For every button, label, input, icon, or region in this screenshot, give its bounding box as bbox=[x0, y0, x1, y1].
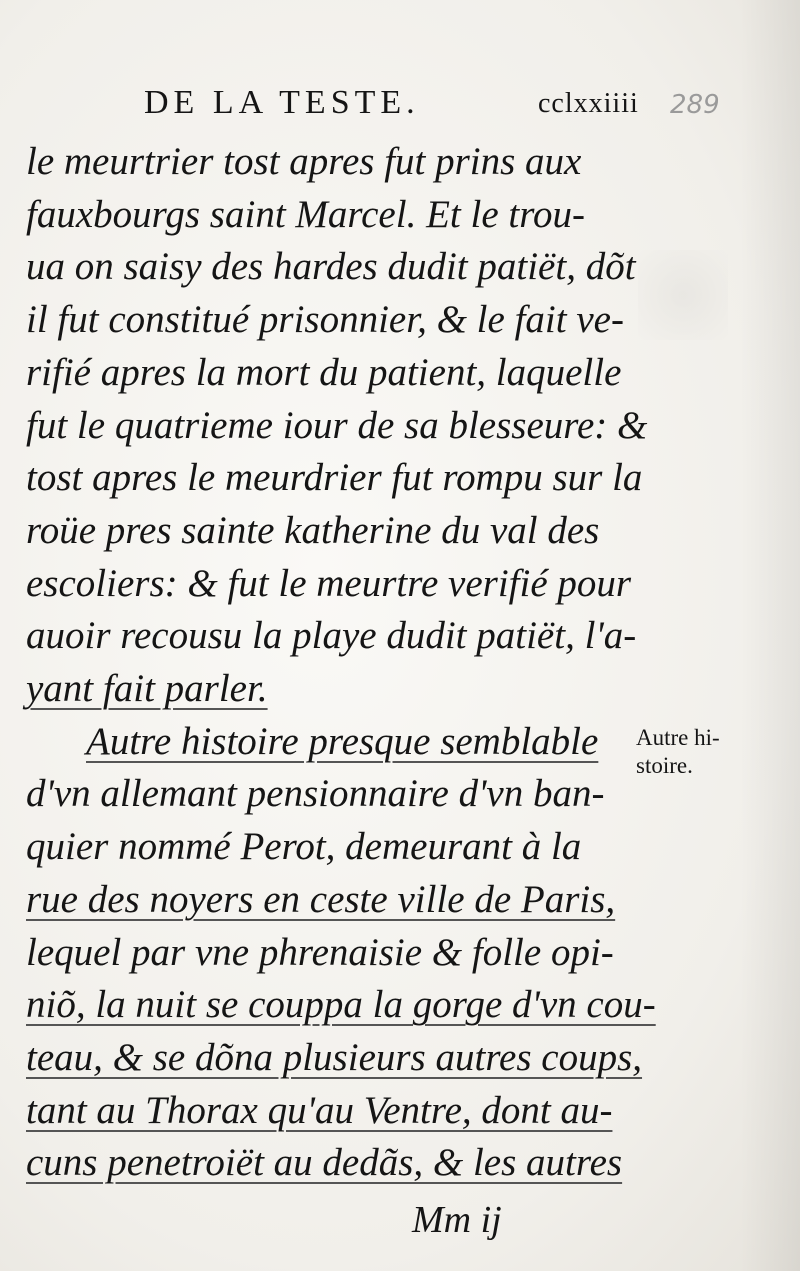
margin-note bbox=[636, 724, 776, 780]
text-line: le meurtrier tost apres fut prins aux bbox=[26, 140, 582, 183]
body-text bbox=[26, 136, 656, 1190]
text-line-underlined: teau, & se dõna plusieurs autres coups, bbox=[26, 1035, 643, 1079]
folio-number: cclxxiiii bbox=[538, 88, 639, 119]
text-line-underlined: rue des noyers en ceste ville de Paris, bbox=[26, 877, 616, 921]
page-header bbox=[0, 84, 800, 124]
text-line: rifié apres la mort du patient, laquelle bbox=[26, 350, 622, 394]
text-line: fut le quatrieme iour de sa blesseure: & bbox=[26, 403, 648, 447]
text-line-underlined: niõ, la nuit se couppa la gorge d'vn cou- bbox=[26, 983, 656, 1027]
paragraph-start-line: Autre histoire presque semblable bbox=[86, 719, 599, 763]
text-line: auoir recousu la playe dudit patiët, l'a- bbox=[26, 614, 637, 658]
paper-stain bbox=[638, 250, 728, 340]
text-line: tost apres le meurdrier fut rompu sur la bbox=[26, 456, 643, 500]
margin-note-line: Autre hi- bbox=[636, 725, 720, 750]
pencil-page-number: 289 bbox=[670, 90, 720, 120]
text-line: d'vn allemant pensionnaire d'vn ban- bbox=[26, 772, 605, 816]
text-line: ua on saisy des hardes dudit patiët, dõt bbox=[26, 245, 636, 289]
text-line-underlined: yant fait parler. bbox=[26, 667, 268, 711]
text-line: quier nommé Perot, demeurant à la bbox=[26, 825, 582, 869]
running-head: DE LA TESTE. bbox=[144, 84, 420, 121]
text-line: lequel par vne phrenaisie & folle opi- bbox=[26, 930, 614, 974]
page-edge-shadow bbox=[740, 0, 800, 1271]
text-line: fauxbourgs saint Marcel. Et le trou- bbox=[26, 192, 585, 236]
text-line-underlined: cuns penetroiët au dedãs, & les autres bbox=[26, 1141, 623, 1185]
signature-mark: Mm ij bbox=[412, 1199, 502, 1241]
margin-note-line: stoire. bbox=[636, 753, 693, 778]
text-line: il fut constitué prisonnier, & le fait ve- bbox=[26, 298, 624, 342]
text-line-underlined: tant au Thorax qu'au Ventre, dont au- bbox=[26, 1088, 613, 1132]
text-line: roüe pres sainte katherine du val des bbox=[26, 508, 600, 552]
text-line: escoliers: & fut le meurtre verifié pour bbox=[26, 561, 632, 605]
